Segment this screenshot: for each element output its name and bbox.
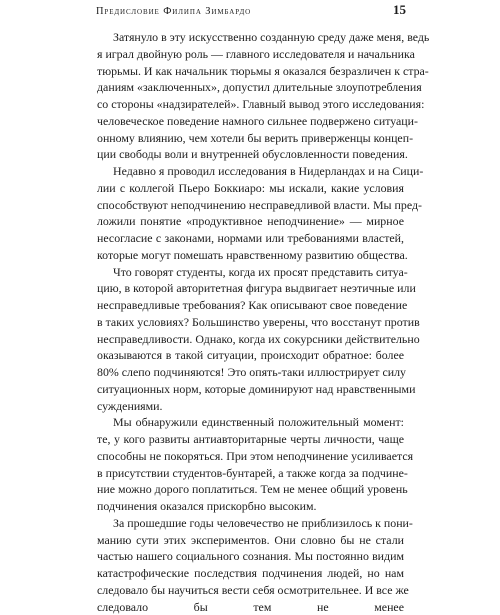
text-line: Затянуло в эту искусственно созданную среду даже меня, ведь xyxy=(97,29,404,46)
text-line: в таких условиях? Большинство уверены, что восстанут против xyxy=(97,314,404,331)
text-line: Недавно я проводил исследования в Нидерландах и на Сици- xyxy=(97,163,404,180)
text-line: в присутствии студентов-бунтарей, а также когда за подчине- xyxy=(97,465,404,482)
text-line: За прошедшие годы человечество не приблизилось к пони- xyxy=(97,515,404,532)
text-line: онному влиянию, чем хотели бы верить приверженцы концеп- xyxy=(97,130,404,147)
text-line: цию, в которой авторитетная фигура выдвигает неэтичные или xyxy=(97,280,404,297)
text-line: несправедливые требования? Как описывают свое поведение xyxy=(97,297,404,314)
text-line: ложили понятие «продуктивное неподчинение» — мирное xyxy=(97,213,404,230)
paragraph xyxy=(97,163,404,264)
text-line: ситуационных норм, которые доминируют над нравственными xyxy=(97,381,404,398)
paragraph xyxy=(97,515,404,615)
text-line: 80% слепо подчиняются! Это опять-таки иллюстрирует силу xyxy=(97,364,404,381)
text-line: я играл двойную роль — главного исследователя и начальника xyxy=(97,46,404,63)
text-line: способны не покоряться. При этом неподчинение усиливается xyxy=(97,448,404,465)
running-head-title: Предисловие Филипа Зимбардо xyxy=(96,6,251,17)
text-line: тюрьмы. И как начальник тюрьмы я оказался безразличен к стра- xyxy=(97,63,404,80)
text-line: ние можно дорого поплатиться. Тем не менее общий уровень xyxy=(97,481,404,498)
text-line: частью нашего социального сознания. Мы постоянно видим xyxy=(97,548,404,565)
text-line: которые могут помешать нравственному развитию общества. xyxy=(97,247,404,264)
text-line: подчинения оказался прискорбно высоким. xyxy=(97,498,404,515)
text-line: несправедливости. Однако, когда их сокурсники действительно xyxy=(97,331,404,348)
paragraph xyxy=(97,29,404,163)
text-line: даниям «заключенных», допустил длительные злоупотребления xyxy=(97,79,404,96)
text-line: катастрофические последствия подчинения людей, но нам xyxy=(97,565,404,582)
text-line: способствуют неподчинению несправедливой власти. Мы пред- xyxy=(97,197,404,214)
page-number: 15 xyxy=(393,2,406,18)
text-line: оказываются в такой ситуации, происходит обратное: более xyxy=(97,347,404,364)
paragraph xyxy=(97,264,404,415)
text-line: со стороны «надзирателей». Главный вывод этого исследования: xyxy=(97,96,404,113)
text-line: следовало бы научиться вести себя осмотрительнее. И все же xyxy=(97,582,404,599)
body-text xyxy=(97,29,404,615)
text-line: лии с коллегой Пьеро Боккиаро: мы искали, какие условия xyxy=(97,180,404,197)
text-line: Что говорят студенты, когда их просят представить ситуа- xyxy=(97,264,404,281)
text-line: манию сути этих экспериментов. Они словно бы не стали xyxy=(97,532,404,549)
text-line: Мы обнаружили единственный положительный момент: xyxy=(97,414,404,431)
running-head xyxy=(96,6,400,17)
text-line: следовало бы тем не менее xyxy=(97,599,404,615)
text-line: те, у кого развиты антиавторитарные черты личности, чаще xyxy=(97,431,404,448)
text-line: суждениями. xyxy=(97,398,404,415)
text-line: человеческое поведение намного сильнее подвержено ситуаци- xyxy=(97,113,404,130)
text-line: несогласие с законами, нормами или требованиями властей, xyxy=(97,230,404,247)
text-line: ции свободы воли и внутренней обусловленности поведения. xyxy=(97,146,404,163)
